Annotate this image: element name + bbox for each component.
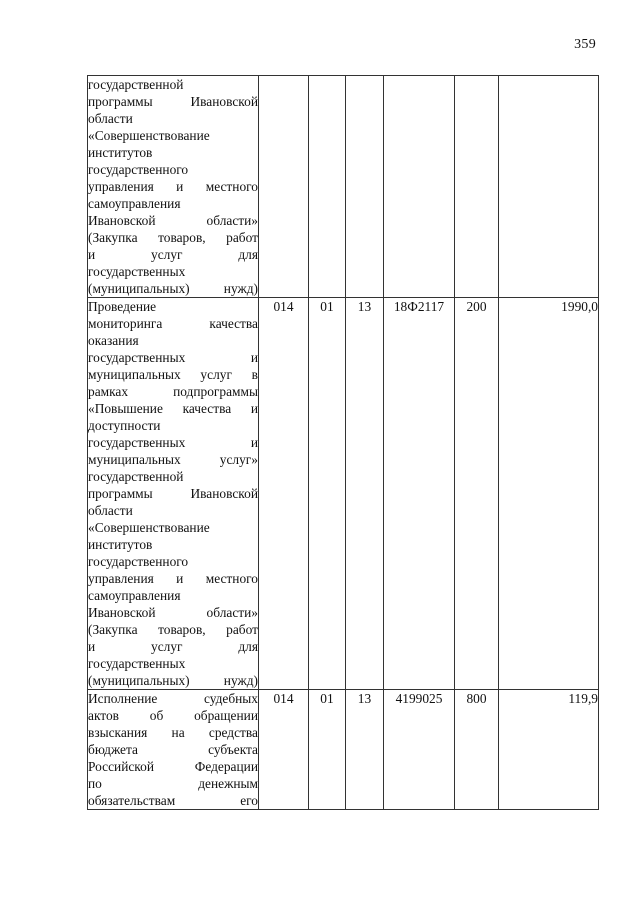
- description-line: программы Ивановской: [88, 94, 258, 109]
- description-line: и услуг для: [88, 247, 258, 262]
- description-cell: [88, 690, 259, 810]
- description-line: доступности: [88, 418, 161, 433]
- description-line: институтов: [88, 537, 153, 552]
- description-line: бюджета субъекта: [88, 742, 258, 757]
- section-code-cell: [309, 76, 346, 298]
- description-line: «Совершенствование: [88, 520, 210, 535]
- ministry-code-cell: 014: [259, 690, 309, 810]
- description-text: [88, 76, 258, 297]
- target-article-cell: 18Ф2117: [384, 298, 455, 690]
- description-line: Ивановской области»: [88, 605, 258, 620]
- subsection-code-cell: 13: [346, 690, 384, 810]
- description-line: актов об обращении: [88, 708, 258, 723]
- description-line: институтов: [88, 145, 153, 160]
- description-line: государственного: [88, 554, 189, 569]
- page-number: 359: [574, 37, 596, 52]
- description-line: государственной: [88, 469, 184, 484]
- description-line: государственной: [88, 77, 184, 92]
- description-line: государственных: [88, 264, 186, 279]
- section-code-cell: 01: [309, 298, 346, 690]
- ministry-code-cell: 014: [259, 298, 309, 690]
- description-line: муниципальных услуг в: [88, 367, 258, 382]
- description-line: государственного: [88, 162, 189, 177]
- amount-cell: [499, 76, 599, 298]
- budget-table: [87, 75, 599, 810]
- description-line: «Повышение качества и: [88, 401, 258, 416]
- description-line: государственных и: [88, 435, 258, 450]
- description-line: оказания: [88, 333, 139, 348]
- description-line: государственных и: [88, 350, 258, 365]
- description-line: Ивановской области»: [88, 213, 258, 228]
- description-line: (Закупка товаров, работ: [88, 230, 258, 245]
- table-row: [88, 76, 599, 298]
- description-line: самоуправления: [88, 588, 181, 603]
- description-line: Российской Федерации: [88, 759, 258, 774]
- description-line: программы Ивановской: [88, 486, 258, 501]
- description-line: государственных: [88, 656, 186, 671]
- table-row: [88, 690, 599, 810]
- description-line: взыскания на средства: [88, 725, 258, 740]
- description-line: (Закупка товаров, работ: [88, 622, 258, 637]
- subsection-code-cell: 13: [346, 298, 384, 690]
- expense-type-cell: 800: [455, 690, 499, 810]
- expense-type-cell: [455, 76, 499, 298]
- description-line: Проведение: [88, 299, 157, 314]
- ministry-code-cell: [259, 76, 309, 298]
- description-cell: [88, 298, 259, 690]
- table-row: [88, 298, 599, 690]
- description-line: (муниципальных) нужд): [88, 281, 258, 296]
- amount-cell: 119,9: [499, 690, 599, 810]
- expense-type-cell: 200: [455, 298, 499, 690]
- description-line: самоуправления: [88, 196, 181, 211]
- description-line: управления и местного: [88, 179, 258, 194]
- description-line: управления и местного: [88, 571, 258, 586]
- description-text: [88, 298, 258, 689]
- description-line: области: [88, 111, 133, 126]
- description-line: Исполнение судебных: [88, 691, 258, 706]
- description-cell: [88, 76, 259, 298]
- budget-table-body: [88, 76, 599, 810]
- section-code-cell: 01: [309, 690, 346, 810]
- description-line: мониторинга качества: [88, 316, 258, 331]
- description-line: по денежным: [88, 776, 258, 791]
- target-article-cell: [384, 76, 455, 298]
- description-line: рамках подпрограммы: [88, 384, 258, 399]
- subsection-code-cell: [346, 76, 384, 298]
- description-line: области: [88, 503, 133, 518]
- description-line: «Совершенствование: [88, 128, 210, 143]
- target-article-cell: 4199025: [384, 690, 455, 810]
- description-line: и услуг для: [88, 639, 258, 654]
- description-line: муниципальных услуг»: [88, 452, 258, 467]
- description-line: (муниципальных) нужд): [88, 673, 258, 688]
- description-line: обязательствам его: [88, 793, 258, 808]
- description-text: [88, 690, 258, 809]
- amount-cell: 1990,0: [499, 298, 599, 690]
